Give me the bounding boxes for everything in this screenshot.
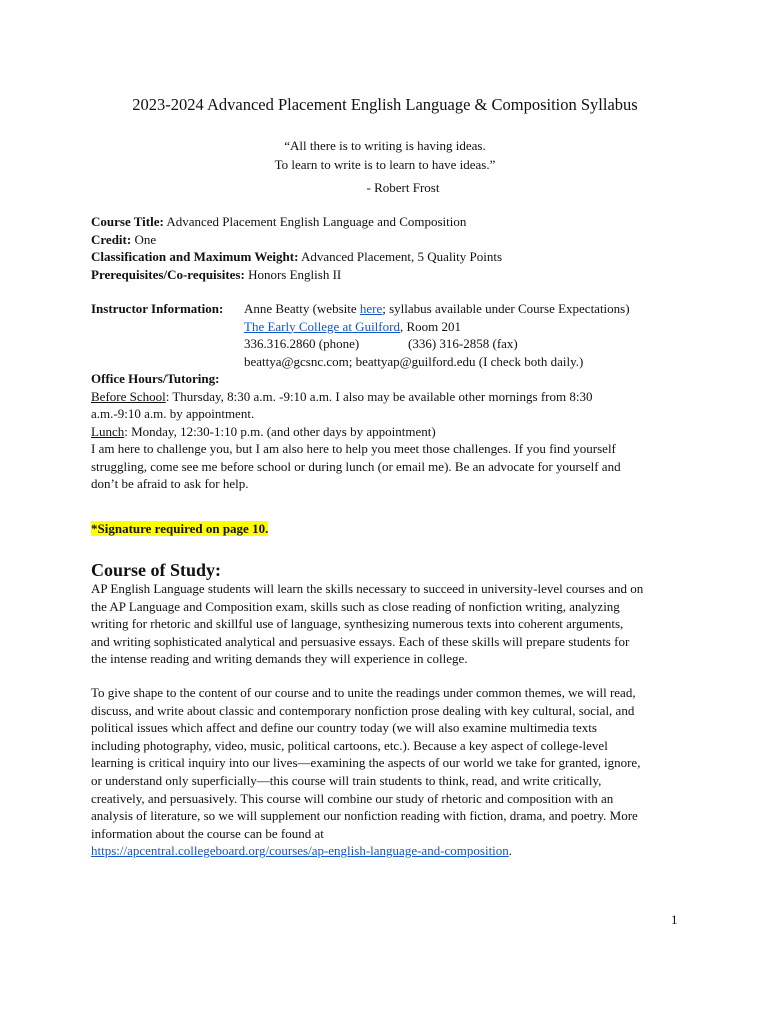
para1-line: AP English Language students will learn the skills necessary to succeed in university-level courses and on [91, 581, 644, 596]
school-room: , Room 201 [399, 318, 461, 334]
prerequisites-row [91, 266, 691, 284]
para2-line: or understand only superficially—this course will train students to think, read, and write critically, [91, 772, 602, 788]
quote-line-2: To learn to write is to learn to have ideas.” [274, 157, 496, 172]
page-title: 2023-2024 Advanced Placement English Language & Composition Syllabus [132, 95, 638, 114]
course-title-value: Advanced Placement English Language and Composition [163, 214, 467, 229]
challenge-line-2: struggling, come see me before school or during lunch (or email me). Be an advocate for yourself and [91, 458, 621, 474]
course-of-study-para-1 [91, 580, 681, 668]
course-title-row [91, 213, 691, 231]
lunch-label: Lunch [91, 423, 125, 439]
phone-row [244, 335, 684, 353]
para1-line: writing for rhetoric and skillful use of language, synthesizing numerous texts into coherent arguments, [91, 616, 624, 632]
course-title-label: Course Title: [91, 214, 164, 229]
fax-number: (336) 316-2858 (fax) [408, 336, 518, 351]
signature-note-row [91, 520, 691, 538]
lunch-text: : Monday, 12:30-1:10 p.m. (and other days by appointment) [124, 423, 436, 439]
link-suffix: . [508, 843, 513, 859]
prerequisites-value: Honors English II [244, 266, 342, 282]
para1-line: the intense reading and writing demands they will experience in college. [91, 651, 468, 667]
office-hours-heading: Office Hours/Tutoring: [91, 371, 220, 386]
signature-note: *Signature required on page 10. [91, 521, 269, 536]
quote-line-1: “All there is to writing is having ideas. [284, 138, 486, 153]
website-link[interactable]: here [359, 301, 383, 316]
email-row: beattya@gcsnc.com; beattyap@guilford.edu (I check both daily.) [244, 353, 584, 369]
instructor-name-row [244, 300, 684, 318]
para2-line: analysis of literature, so we will supplement our nonfiction reading with fiction, drama, and poetry. More [91, 808, 638, 824]
instructor-name-prefix: Anne Beatty (website [244, 301, 360, 316]
challenge-line-3: don’t be afraid to ask for help. [91, 476, 249, 491]
quote-attribution: - Robert Frost [366, 180, 440, 195]
para1-line: the AP Language and Composition exam, skills such as close reading of nonfiction writing, analyzing [91, 598, 620, 614]
credit-row [91, 231, 691, 249]
prerequisites-label: Prerequisites/Co-requisites: [91, 266, 245, 282]
course-of-study-heading: Course of Study: [91, 560, 222, 580]
classification-value: Advanced Placement, 5 Quality Points [298, 249, 503, 264]
instructor-label: Instructor Information: [91, 301, 224, 316]
school-link[interactable]: The Early College at Guilford [244, 318, 400, 334]
credit-value: One [131, 231, 157, 247]
para2-line: To give shape to the content of our course and to unite the readings under common themes, we will read, [91, 685, 636, 700]
para1-line: and writing sophisticated analytical and persuasive essays. Each of these skills will prepare students for [91, 633, 630, 649]
para2-line: political issues which affect and define our country today (we will also examine multimedia texts [91, 720, 597, 736]
instructor-details [244, 300, 684, 370]
collegeboard-link-row [91, 842, 681, 860]
para2-line: including photography, video, music, political cartoons, etc.). Because a key aspect of college-level [91, 737, 608, 753]
office-hours [91, 370, 691, 493]
instructor-name-suffix: ; syllabus available under Course Expectations) [382, 301, 630, 316]
collegeboard-link[interactable]: https://apcentral.collegeboard.org/courses/ap-english-language-and-composition [91, 843, 509, 859]
phone-number: 336.316.2860 (phone) [244, 336, 360, 351]
before-school-row [91, 388, 691, 406]
before-school-label: Before School [91, 388, 166, 404]
school-row [244, 318, 684, 336]
course-info [91, 213, 691, 283]
page-number: 1 [671, 912, 678, 927]
para2-line: information about the course can be found at [91, 825, 324, 841]
classification-row [91, 248, 691, 266]
before-school-continued: a.m.-9:10 a.m. by appointment. [91, 406, 255, 421]
challenge-line-1: I am here to challenge you, but I am also here to help you meet those challenges. If you find yourself [91, 441, 616, 456]
para2-line: learning is critical inquiry into our lives—examining the aspects of our world we take for granted, ignore, [91, 755, 641, 771]
course-of-study-para-2 [91, 684, 681, 860]
before-school-text: : Thursday, 8:30 a.m. -9:10 a.m. I also may be available other mornings from 8:30 [165, 388, 593, 404]
credit-label: Credit: [91, 231, 132, 247]
classification-label: Classification and Maximum Weight: [91, 249, 299, 264]
lunch-row [91, 423, 691, 441]
para2-line: creatively, and persuasively. This course will combine our study of rhetoric and composition with an [91, 790, 614, 806]
para2-line: discuss, and write about classic and contemporary nonfiction prose dealing with key cultural, social, and [91, 702, 635, 718]
